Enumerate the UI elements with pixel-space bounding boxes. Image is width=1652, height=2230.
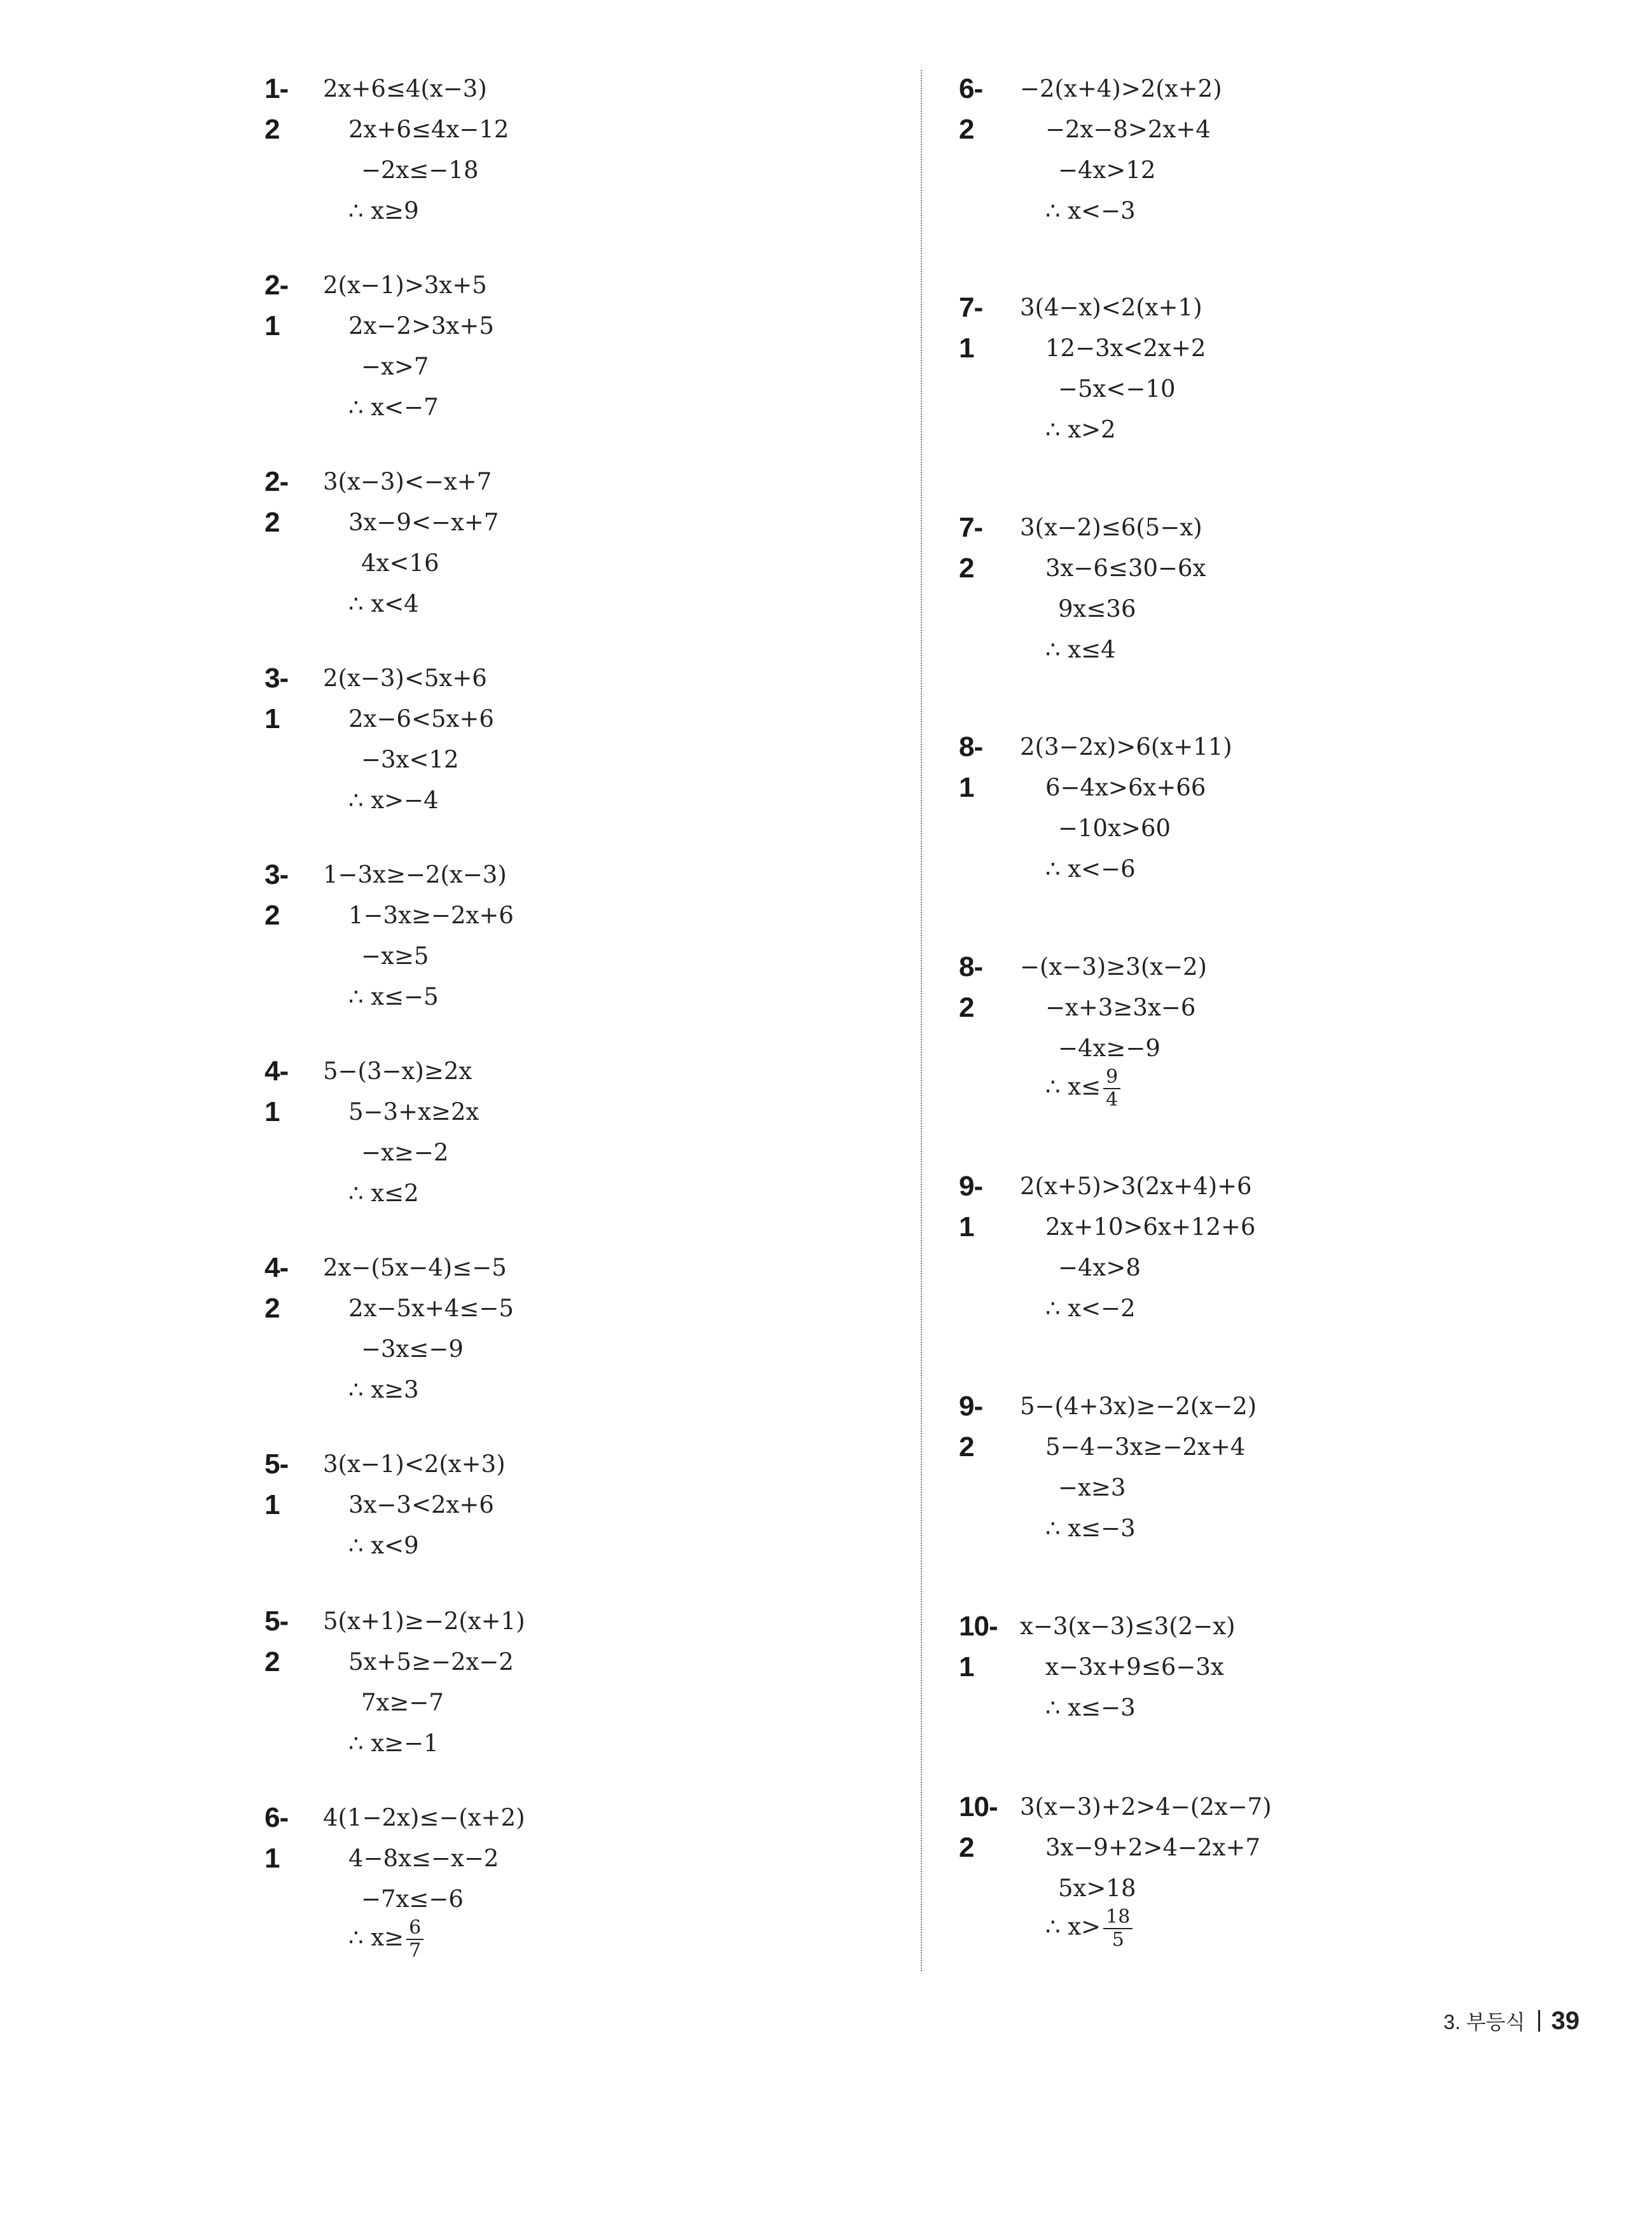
equation-text: ∴ x≥−1	[348, 1730, 439, 1757]
problem-label: 8-1	[959, 731, 983, 803]
solution-answer	[1045, 1688, 1136, 1728]
problem-label: 6-2	[959, 73, 983, 145]
footer-separator	[1538, 2010, 1540, 2032]
solution-step	[323, 1601, 525, 1642]
equation-text: ∴ x≥9	[348, 197, 419, 224]
equation-text: 3(x−3)<−x+7	[323, 468, 492, 495]
equation-text: −5x<−10	[1058, 375, 1176, 403]
equation-text: −x≥5	[361, 942, 429, 970]
equation-text: −x≥3	[1058, 1474, 1126, 1501]
solution-answer	[1045, 1066, 1120, 1111]
solution-answer	[1045, 191, 1136, 231]
solution-answer	[348, 1723, 439, 1764]
solution-answer	[1045, 1906, 1132, 1951]
solution-step	[1020, 727, 1232, 767]
solution-step	[348, 109, 509, 150]
solution-step	[1020, 507, 1202, 548]
solution-step	[348, 502, 499, 543]
solution-step	[323, 1444, 506, 1485]
solution-step	[361, 347, 429, 387]
equation-text: ∴ x≤2	[348, 1180, 419, 1207]
equation-text: 5−3+x≥2x	[348, 1098, 479, 1125]
equation-text: ∴ x<−2	[1045, 1295, 1136, 1322]
solution-answer	[1045, 849, 1136, 890]
solution-step	[1020, 69, 1222, 109]
equation-text: −2x−8>2x+4	[1045, 116, 1211, 143]
solution-answer	[348, 191, 419, 231]
solution-step	[1045, 1647, 1224, 1688]
equation-text: ∴ x<−6	[1045, 855, 1136, 883]
solution-step	[348, 1642, 514, 1683]
equation-text: 2(x−3)<5x+6	[323, 664, 487, 692]
equation-text: −x>7	[361, 353, 429, 380]
equation-text: −3x<12	[361, 746, 459, 773]
equation-text: −2(x+4)>2(x+2)	[1020, 75, 1222, 102]
equation-text: 5(x+1)≥−2(x+1)	[323, 1607, 525, 1635]
solution-step	[1045, 988, 1195, 1028]
solution-step	[1045, 548, 1206, 589]
solution-answer	[348, 1173, 419, 1214]
equation-text: −4x>8	[1058, 1254, 1141, 1281]
solution-step	[1045, 1827, 1260, 1868]
problem-label: 9-2	[959, 1391, 983, 1463]
solution-step	[361, 150, 479, 191]
solution-step	[348, 1092, 479, 1132]
solution-step	[323, 462, 492, 502]
fraction-denominator: 7	[409, 1939, 422, 1962]
equation-text: ∴ x<9	[348, 1532, 419, 1559]
solution-step	[348, 306, 494, 347]
equation-text: 3x−6≤30−6x	[1045, 554, 1206, 582]
solution-step	[1045, 1427, 1245, 1468]
solution-step	[1058, 150, 1156, 191]
problem-label: 5-1	[265, 1449, 289, 1520]
solution-step	[1058, 1248, 1141, 1288]
fraction-numerator: 6	[406, 1917, 423, 1940]
solution-answer	[348, 1525, 419, 1566]
solution-step	[323, 855, 507, 895]
solution-step	[323, 658, 487, 699]
equation-text: 2(x+5)>3(2x+4)+6	[1020, 1173, 1252, 1200]
problem-label: 3-1	[265, 663, 289, 734]
equation-text: 12−3x<2x+2	[1045, 334, 1206, 362]
solution-answer	[348, 780, 439, 821]
solution-step	[348, 1288, 514, 1329]
equation-text: ∴ x≤4	[1045, 636, 1116, 663]
equation-text: ∴ x<−3	[1045, 197, 1136, 224]
equation-text: −x+3≥3x−6	[1045, 994, 1196, 1021]
fraction-denominator: 4	[1106, 1089, 1119, 1111]
solution-step	[348, 699, 494, 740]
problem-label: 3-2	[265, 859, 289, 931]
solution-step	[361, 543, 439, 584]
equation-text: 3(4−x)<2(x+1)	[1020, 294, 1202, 321]
problem-label: 8-2	[959, 951, 983, 1023]
equation-text: 2x−(5x−4)≤−5	[323, 1254, 507, 1281]
solution-answer	[1045, 1288, 1136, 1329]
fraction-numerator: 9	[1103, 1066, 1120, 1089]
problem-label: 7-1	[959, 292, 983, 364]
problem-label: 4-1	[265, 1056, 289, 1127]
problem-label: 9-1	[959, 1171, 983, 1242]
equation-text: ∴ x>−4	[348, 787, 439, 814]
equation-text: 3x−3<2x+6	[348, 1491, 494, 1518]
equation-text: 6−4x>6x+66	[1045, 774, 1206, 801]
solution-step	[1020, 1386, 1256, 1427]
solution-answer	[348, 977, 439, 1017]
column-divider	[921, 70, 922, 1971]
problem-label: 1-2	[265, 73, 289, 145]
solution-step	[323, 1798, 525, 1838]
equation-text: 9x≤36	[1058, 595, 1136, 623]
problem-label: 5-2	[265, 1606, 289, 1677]
answer-fraction	[1103, 1906, 1132, 1951]
equation-text: 4x<16	[361, 549, 439, 577]
equation-text: ∴ x≥3	[348, 1376, 419, 1403]
solution-step	[1058, 1868, 1136, 1909]
equation-text: x−3(x−3)≤3(2−x)	[1020, 1613, 1236, 1640]
solution-step	[1020, 1606, 1236, 1647]
equation-text: −10x>60	[1058, 815, 1171, 842]
equation-text: ∴ x≤	[1045, 1073, 1101, 1101]
solution-step	[1020, 287, 1202, 328]
solution-step	[323, 1248, 507, 1288]
equation-text: 5x+5≥−2x−2	[348, 1648, 514, 1676]
answer-fraction	[406, 1917, 423, 1962]
equation-text: 2x−2>3x+5	[348, 312, 494, 340]
solution-step	[1020, 947, 1207, 988]
solution-step	[1058, 369, 1176, 410]
equation-text: 2x−5x+4≤−5	[348, 1295, 514, 1322]
equation-text: ∴ x<4	[348, 590, 419, 617]
solution-step	[323, 1051, 472, 1092]
problem-label: 2-1	[265, 270, 289, 341]
equation-text: 1−3x≥−2x+6	[348, 902, 514, 929]
equation-text: 2x+6≤4(x−3)	[323, 75, 487, 102]
solution-step	[348, 1485, 494, 1525]
page-number: 39	[1551, 2006, 1580, 2035]
solution-step	[1020, 1166, 1252, 1207]
equation-text: ∴ x>2	[1045, 416, 1116, 443]
equation-text: −(x−3)≥3(x−2)	[1020, 953, 1208, 981]
chapter-title: 3. 부등식	[1443, 2011, 1525, 2034]
solution-step	[1058, 1468, 1125, 1508]
solution-step	[323, 69, 487, 109]
page-footer	[1443, 2006, 1580, 2035]
problem-label: 7-2	[959, 512, 983, 584]
solution-step	[361, 1132, 448, 1173]
equation-text: −x≥−2	[361, 1139, 449, 1166]
solution-step	[1045, 109, 1211, 150]
solution-step	[361, 740, 459, 780]
equation-text: 7x≥−7	[361, 1689, 444, 1716]
equation-text: 5−(3−x)≥2x	[323, 1057, 472, 1085]
equation-text: 5−(4+3x)≥−2(x−2)	[1020, 1393, 1257, 1420]
equation-text: 2x−6<5x+6	[348, 705, 494, 733]
equation-text: 3x−9<−x+7	[348, 509, 499, 536]
equation-text: ∴ x<−7	[348, 394, 439, 421]
solution-step	[1045, 767, 1206, 808]
equation-text: 4−8x≤−x−2	[348, 1845, 499, 1872]
solution-answer	[1045, 410, 1116, 450]
problem-label: 10-2	[959, 1791, 998, 1863]
fraction-numerator: 18	[1103, 1906, 1132, 1929]
solution-step	[323, 265, 487, 306]
equation-text: −7x≤−6	[361, 1885, 464, 1913]
equation-text: 2(3−2x)>6(x+11)	[1020, 733, 1232, 761]
equation-text: 2x+6≤4x−12	[348, 116, 509, 143]
problem-label: 4-2	[265, 1252, 289, 1324]
equation-text: ∴ x≤−5	[348, 983, 439, 1010]
problem-label: 10-1	[959, 1611, 998, 1683]
solution-answer	[1045, 630, 1116, 670]
solution-step	[348, 895, 514, 936]
equation-text: 3(x−3)+2>4−(2x−7)	[1020, 1793, 1272, 1820]
fraction-denominator: 5	[1112, 1929, 1124, 1951]
equation-text: 2(x−1)>3x+5	[323, 272, 487, 299]
equation-text: 3(x−1)<2(x+3)	[323, 1450, 506, 1478]
solution-step	[1045, 328, 1206, 369]
equation-text: ∴ x>	[1045, 1913, 1101, 1941]
equation-text: −2x≤−18	[361, 156, 479, 184]
equation-text: x−3x+9≤6−3x	[1045, 1653, 1224, 1681]
equation-text: ∴ x≤−3	[1045, 1694, 1136, 1721]
solution-answer	[348, 1370, 419, 1410]
solution-step	[361, 1683, 444, 1723]
equation-text: ∴ x≤−3	[1045, 1515, 1136, 1542]
solution-answer	[348, 584, 419, 624]
equation-text: 1−3x≥−2(x−3)	[323, 861, 507, 888]
equation-text: −3x≤−9	[361, 1335, 464, 1363]
solution-step	[361, 1329, 464, 1370]
equation-text: −4x≥−9	[1058, 1035, 1160, 1062]
solution-step	[1045, 1207, 1256, 1248]
answer-fraction	[1103, 1066, 1120, 1111]
equation-text: 2x+10>6x+12+6	[1045, 1213, 1256, 1241]
equation-text: ∴ x≥	[348, 1924, 404, 1951]
equation-text: −4x>12	[1058, 156, 1156, 184]
equation-text: 5−4−3x≥−2x+4	[1045, 1433, 1246, 1461]
equation-text: 5x>18	[1058, 1875, 1136, 1902]
solution-step	[1058, 808, 1171, 849]
solution-step	[348, 1838, 499, 1879]
solution-step	[1058, 589, 1136, 630]
solution-answer	[1045, 1508, 1136, 1549]
solution-step	[1020, 1787, 1272, 1827]
solution-step	[1058, 1028, 1160, 1069]
solution-step	[361, 1879, 464, 1920]
problem-label: 2-2	[265, 466, 289, 538]
solution-answer	[348, 387, 439, 428]
problem-label: 6-1	[265, 1802, 289, 1874]
solution-answer	[348, 1917, 423, 1962]
equation-text: 3(x−2)≤6(5−x)	[1020, 514, 1202, 541]
equation-text: 3x−9+2>4−2x+7	[1045, 1834, 1260, 1861]
solution-step	[361, 936, 429, 977]
equation-text: 4(1−2x)≤−(x+2)	[323, 1804, 525, 1831]
